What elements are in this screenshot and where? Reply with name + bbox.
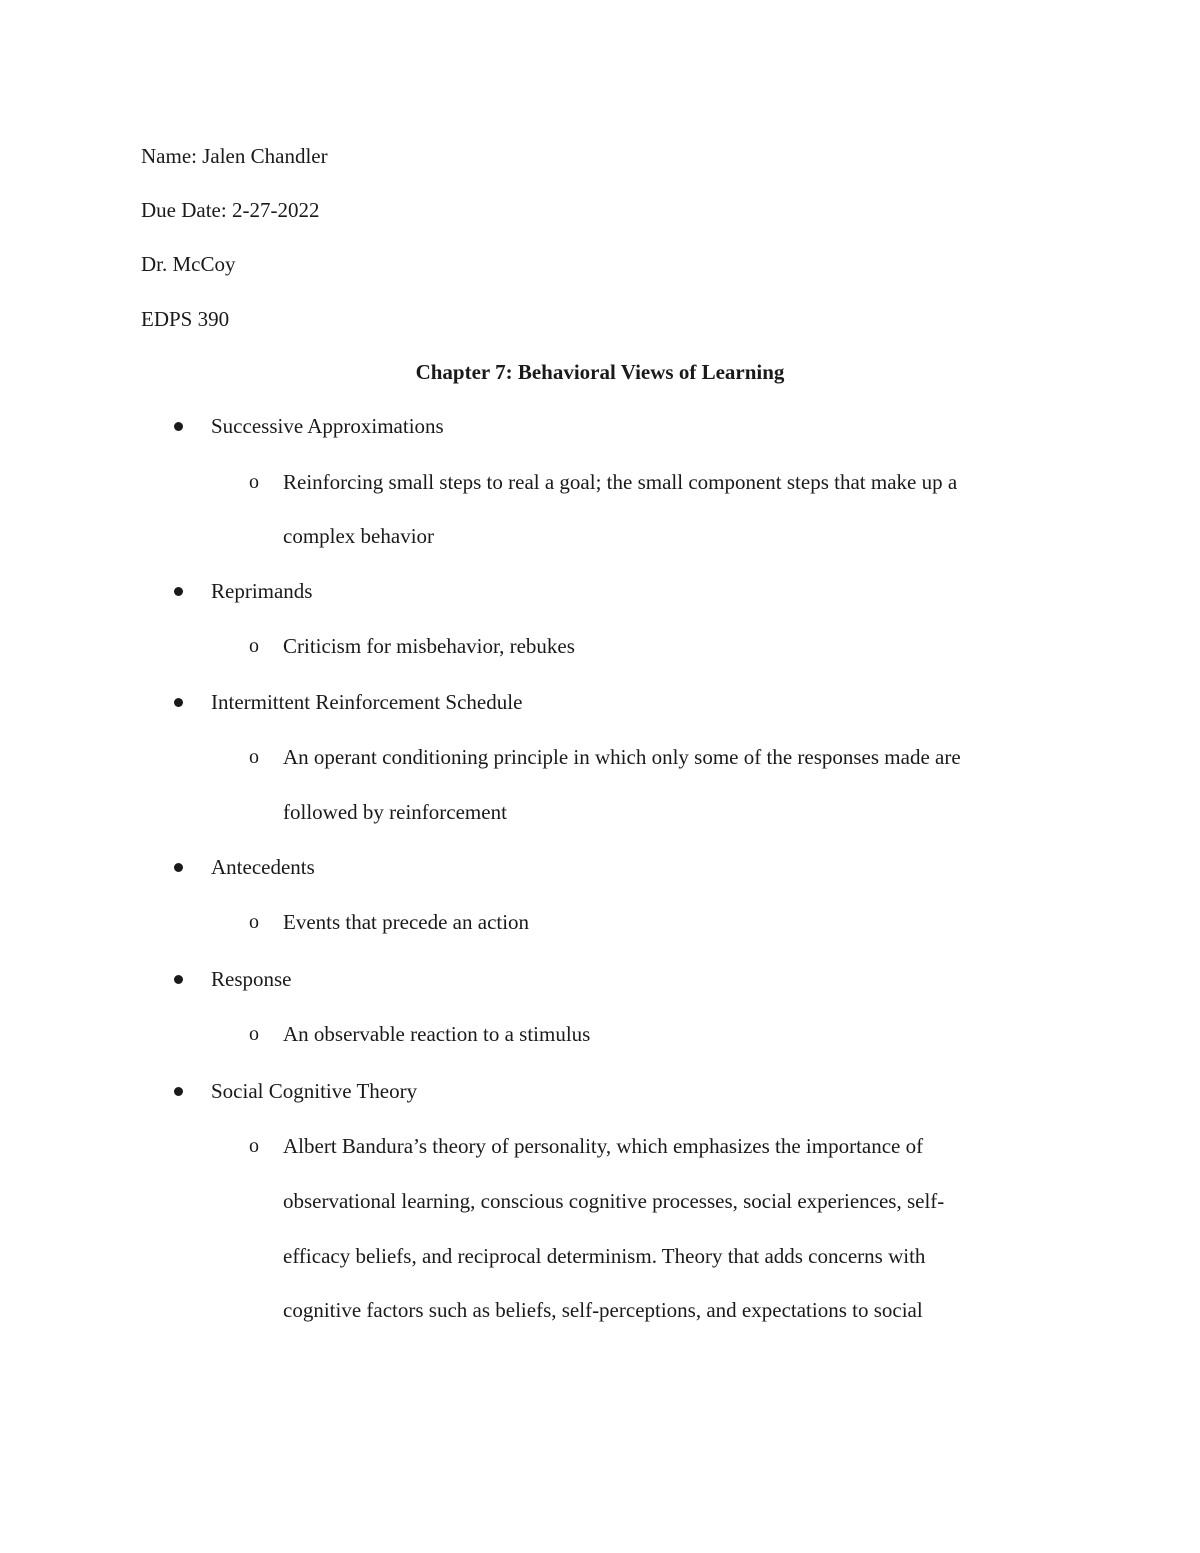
bullet-icon (174, 587, 183, 596)
sub-bullet-icon: o (249, 471, 259, 493)
chapter-title: Chapter 7: Behavioral Views of Learning (415, 360, 785, 384)
term-label: Social Cognitive Theory (211, 1079, 418, 1103)
sub-bullet-icon: o (249, 635, 259, 657)
term-label: Antecedents (211, 855, 315, 879)
student-name: Name: Jalen Chandler (141, 144, 328, 168)
definition-line: observational learning, conscious cognitive processes, social experiences, self- (283, 1189, 945, 1213)
definition-line: An operant conditioning principle in which only some of the responses made are (283, 745, 961, 769)
bullet-icon (174, 863, 183, 872)
course-code: EDPS 390 (141, 307, 230, 331)
definition-line: efficacy beliefs, and reciprocal determinism. Theory that adds concerns with (283, 1244, 926, 1268)
bullet-icon (174, 1087, 183, 1096)
instructor-name: Dr. McCoy (141, 252, 236, 276)
definition-line: cognitive factors such as beliefs, self-perceptions, and expectations to social (283, 1298, 923, 1322)
definition-line: An observable reaction to a stimulus (283, 1022, 591, 1046)
definition-line: complex behavior (283, 524, 435, 548)
definition-line: Albert Bandura’s theory of personality, which emphasizes the importance of (283, 1134, 924, 1158)
sub-bullet-icon: o (249, 911, 259, 933)
sub-bullet-icon: o (249, 1135, 259, 1157)
term-label: Successive Approximations (211, 414, 444, 438)
sub-bullet-icon: o (249, 1023, 259, 1045)
term-label: Intermittent Reinforcement Schedule (211, 690, 523, 714)
term-label: Reprimands (211, 579, 313, 603)
sub-bullet-icon: o (249, 746, 259, 768)
definition-line: followed by reinforcement (283, 800, 507, 824)
due-date: Due Date: 2-27-2022 (141, 198, 320, 222)
definition-line: Criticism for misbehavior, rebukes (283, 634, 575, 658)
bullet-icon (174, 698, 183, 707)
bullet-icon (174, 975, 183, 984)
bullet-icon (174, 422, 183, 431)
definition-line: Reinforcing small steps to real a goal; the small component steps that make up a (283, 470, 958, 494)
term-label: Response (211, 967, 292, 991)
definition-line: Events that precede an action (283, 910, 530, 934)
